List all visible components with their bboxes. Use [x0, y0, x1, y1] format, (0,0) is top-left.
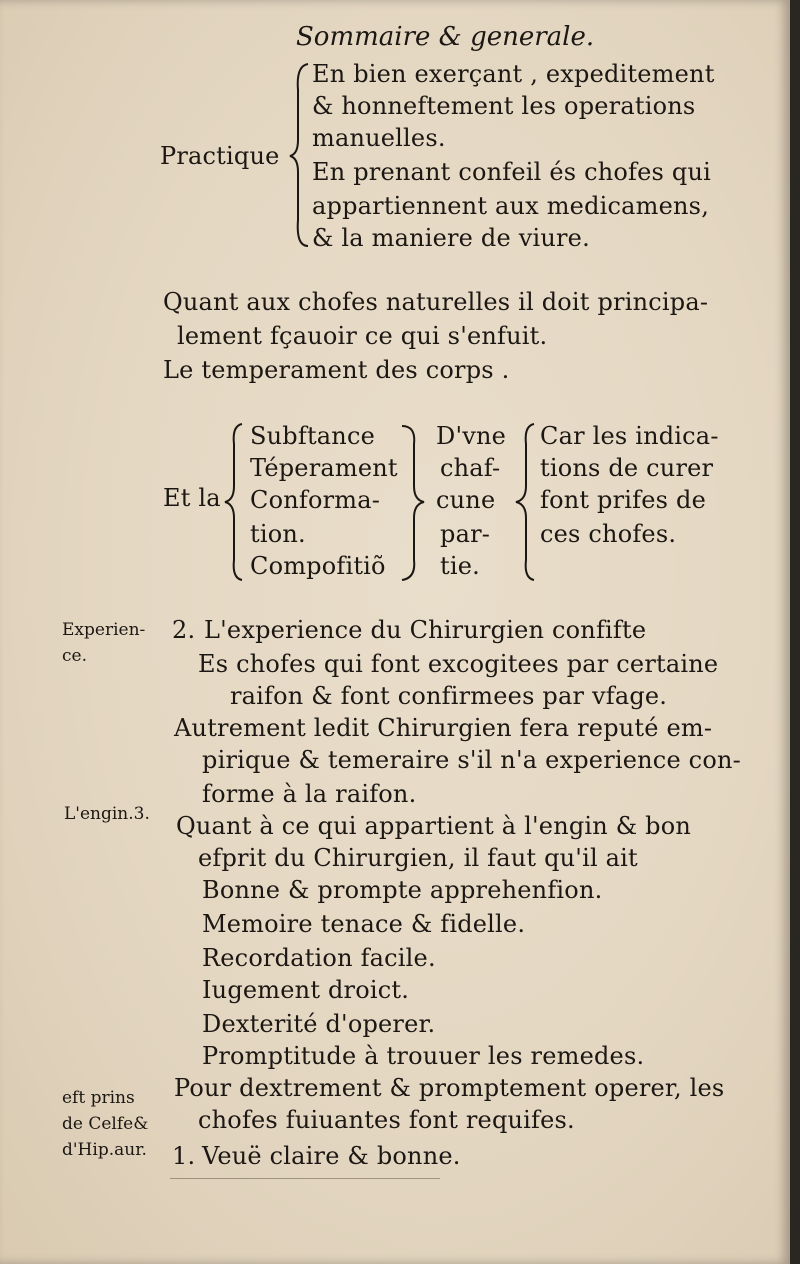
experience-line-5: pirique & temeraire s'il n'a experience con-: [202, 746, 741, 774]
dexterite-line-1: Pour dextrement & promptement operer, les: [174, 1074, 725, 1102]
experience-line-2: Es chofes qui font excogitees par certaine: [198, 650, 719, 678]
margin-source-2: de Celfe&: [62, 1114, 149, 1134]
practique-label: Practique: [160, 142, 280, 170]
table-col1-row4: tion.: [250, 520, 306, 548]
margin-experience-2: ce.: [62, 646, 87, 666]
dexterite-line-2: chofes fuiuantes font requifes.: [198, 1106, 575, 1134]
engin-line-7: Dexterité d'operer.: [202, 1010, 436, 1038]
experience-line-4: Autrement ledit Chirurgien fera reputé em-: [174, 714, 713, 742]
page-title: Sommaire & generale.: [296, 22, 595, 52]
margin-source-3: d'Hip.aur.: [62, 1140, 147, 1160]
engin-line-4: Memoire tenace & fidelle.: [202, 910, 526, 938]
table-col3-row2: tions de curer: [540, 454, 714, 482]
table-col2-row5: tie.: [440, 552, 480, 580]
table-col2-row3: cune: [436, 486, 496, 514]
practique-brace: [288, 60, 312, 250]
middle-brace: [398, 420, 430, 584]
practique-line-4: En prenant confeil és chofes qui: [312, 158, 711, 186]
experience-line-3: raifon & font confirmees par vfage.: [230, 682, 668, 710]
table-col1-row1: Subftance: [250, 422, 375, 450]
table-col1-row2: Téperament: [250, 454, 398, 482]
table-col3-row4: ces chofes.: [540, 520, 677, 548]
practique-line-3: manuelles.: [312, 124, 446, 152]
table-col3-row1: Car les indica-: [540, 422, 719, 450]
engin-line-2: efprit du Chirurgien, il faut qu'il ait: [198, 844, 638, 872]
right-brace: [510, 420, 538, 584]
table-col3-row3: font prifes de: [540, 486, 706, 514]
practique-line-1: En bien exerçant , expeditement: [312, 60, 715, 88]
table-col2-row4: par-: [440, 520, 491, 548]
table-col2-row1: D'vne: [436, 422, 507, 450]
margin-engin: L'engin.3.: [64, 804, 150, 824]
table-col2-row2: chaf-: [440, 454, 501, 482]
table-col1-row3: Conforma-: [250, 486, 381, 514]
et-la-label: Et la: [163, 484, 221, 512]
margin-source-1: eft prins: [62, 1088, 135, 1108]
margin-experience-1: Experien-: [62, 620, 146, 640]
engin-line-5: Recordation facile.: [202, 944, 436, 972]
experience-line-6: forme à la raifon.: [202, 780, 417, 808]
engin-line-8: Promptitude à trouuer les remedes.: [202, 1042, 645, 1070]
engin-line-1: Quant à ce qui appartient à l'engin & bon: [176, 812, 692, 840]
experience-number: 2.: [172, 616, 196, 644]
naturelles-line-3: Le temperament des corps .: [163, 356, 510, 384]
table-col1-row5: Compofitiõ: [250, 552, 386, 580]
experience-line-1: L'experience du Chirurgien confifte: [204, 616, 647, 644]
engin-line-3: Bonne & prompte apprehenfion.: [202, 876, 603, 904]
practique-line-6: & la maniere de viure.: [312, 224, 590, 252]
naturelles-line-1: Quant aux chofes naturelles il doit principa-: [163, 288, 709, 316]
practique-line-5: appartiennent aux medicamens,: [312, 192, 710, 220]
item-text: Veuë claire & bonne.: [202, 1142, 461, 1170]
item-number: 1.: [172, 1142, 196, 1170]
bottom-rule: [170, 1178, 440, 1179]
left-brace: [222, 420, 246, 584]
practique-line-2: & honneftement les operations: [312, 92, 696, 120]
engin-line-6: Iugement droict.: [202, 976, 410, 1004]
naturelles-line-2: lement fçauoir ce qui s'enfuit.: [177, 322, 548, 350]
